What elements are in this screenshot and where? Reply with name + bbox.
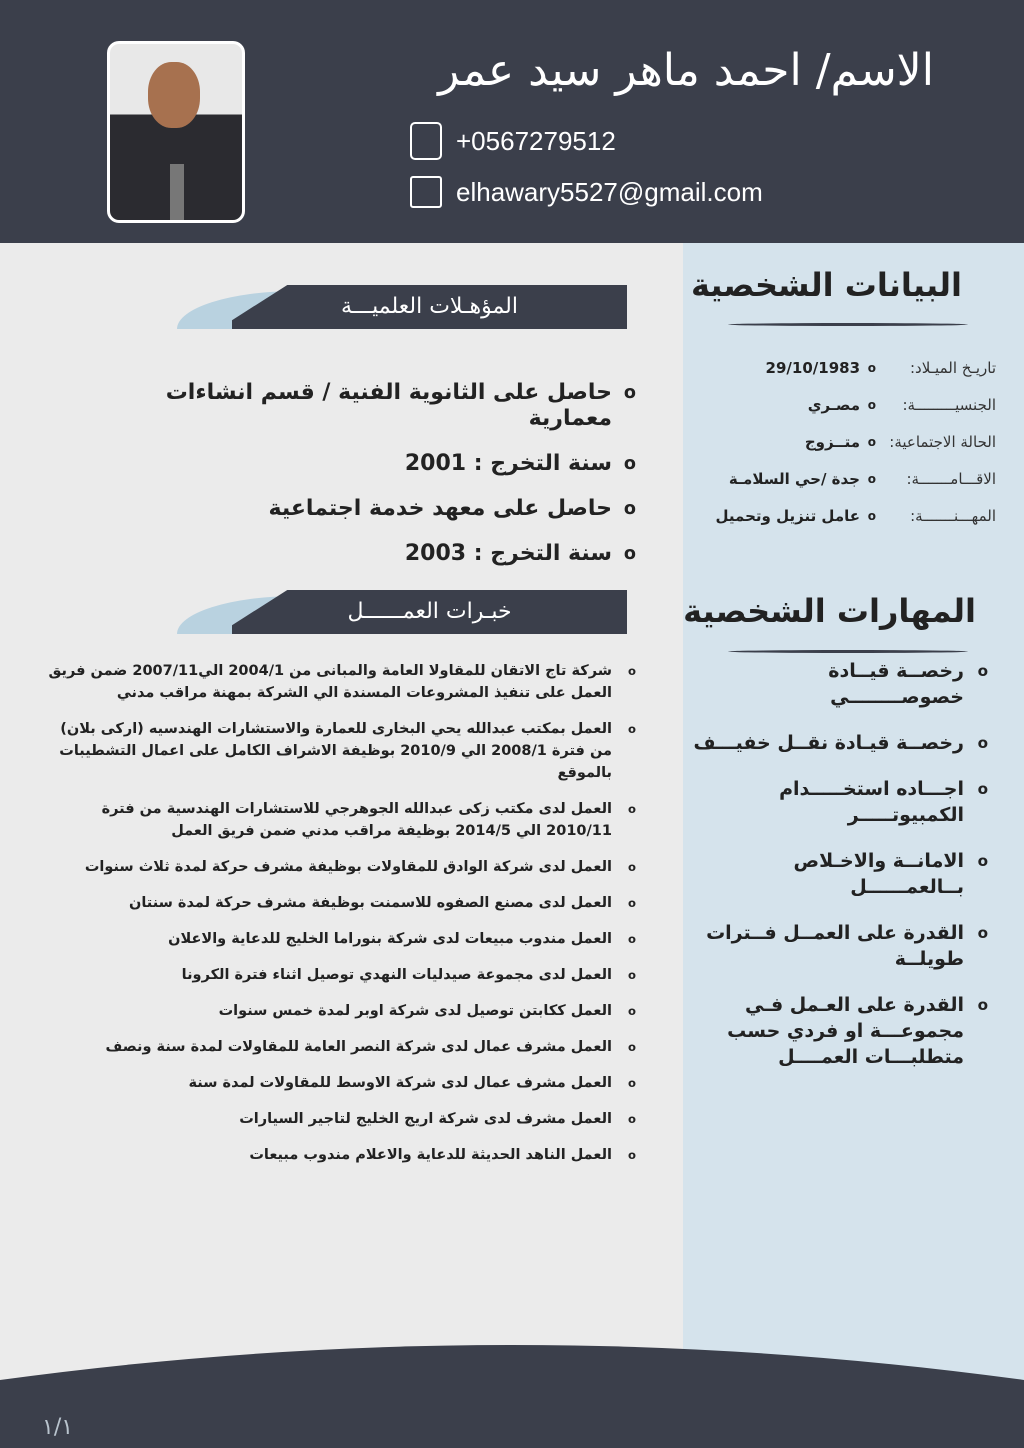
email-address: elhawary5527@gmail.com xyxy=(456,176,763,207)
phone-row xyxy=(410,122,616,160)
skill-item: o رخصــة قيــادة خصوصــــــــي xyxy=(688,658,988,710)
value: o مصـري xyxy=(808,395,876,415)
divider xyxy=(728,323,968,326)
divider xyxy=(728,650,968,653)
experience-item: o العمل لدى شركة الوادق للمقاولات بوظيفة مشرف حركة لمدة ثلاث سنوات xyxy=(36,856,636,878)
experience-item: o العمل الناهد الحديثة للدعاية والاعلام مندوب مبيعات xyxy=(36,1144,636,1166)
skill-item: o اجـــاده استخـــــدام الكمبيوتـــــر xyxy=(688,776,988,828)
page-number: ١/١ xyxy=(42,1415,74,1440)
experience-item: o العمل بمكتب عبدالله يحي البخارى للعمارة والاستشارات الهندسيه (اركى بلان) من فترة 2008/1 الي 2010/9 بوظيفة الاشراف الكامل على اعمال التشطيبات بالموقع xyxy=(36,718,636,784)
phone-number: +0567279512 xyxy=(456,125,616,156)
experience-item: o العمل مندوب مبيعات لدى شركة بنوراما الخليج للدعاية والاعلان xyxy=(36,928,636,950)
qualification-item: o سنة التخرج : 2003 xyxy=(76,541,636,567)
experience-item: o العمل مشرف عمال لدى شركة النصر العامة للمقاولات لمدة سنة ونصف xyxy=(36,1036,636,1058)
skills-list xyxy=(688,658,988,1090)
skill-item: o رخصــة قيـادة نقــل خفيـــف xyxy=(688,730,988,756)
label: الحالة الاجتماعية: xyxy=(889,433,996,451)
email-icon xyxy=(410,176,442,208)
skills-title: المهارات الشخصية xyxy=(683,592,976,630)
label: المهـــنـــــــة: xyxy=(910,507,996,525)
skill-item: o القدرة على العـمل فـي مجموعـــة او فردي حسب متطلبـــات العمــــل xyxy=(688,992,988,1070)
profile-photo xyxy=(107,41,245,223)
phone-icon xyxy=(410,122,442,160)
skill-item: o الامانــة والاخـلاص بــالعمــــــل xyxy=(688,848,988,900)
candidate-name: الاسم/ احمد ماهر سيد عمر xyxy=(438,45,934,96)
experience-list xyxy=(36,660,636,1180)
experience-item: o العمل لدى مكتب زكى عبدالله الجوهرجي للاستشارات الهندسية من فترة 2010/11 الي 2014/5 بوظيفة مراقب مدني ضمن فريق العمل xyxy=(36,798,636,842)
experience-item: o العمل مشرف لدى شركة اريج الخليج لتاجير السيارات xyxy=(36,1108,636,1130)
personal-title: البيانات الشخصية xyxy=(690,266,962,304)
qualification-item: o حاصل على الثانوية الفنية / قسم انشاءات معمارية xyxy=(76,380,636,432)
qualifications-list xyxy=(76,380,636,586)
qualification-item: o سنة التخرج : 2001 xyxy=(76,451,636,477)
qualifications-banner xyxy=(232,285,627,329)
qualification-item: o حاصل على معهد خدمة اجتماعية xyxy=(76,496,636,522)
qualifications-title: المؤهـلات العلميـــة xyxy=(341,294,518,319)
label: الجنسيـــــــــة: xyxy=(902,396,996,414)
experience-banner xyxy=(232,590,627,634)
label: الاقـــامـــــــة: xyxy=(906,470,996,488)
label: تاريـخ الميـلاد: xyxy=(909,359,996,377)
value: o جدة /حي السلامـة xyxy=(729,469,876,489)
skill-item: o القدرة على العمــل فــترات طويلــة xyxy=(688,920,988,972)
email-row xyxy=(410,176,763,208)
experience-item: o العمل ككابتن توصيل لدى شركة اوبر لمدة خمس سنوات xyxy=(36,1000,636,1022)
experience-title: خبـرات العمــــــل xyxy=(347,599,512,624)
value: o 29/10/1983 xyxy=(766,358,876,378)
experience-item: o العمل مشرف عمال لدى شركة الاوسط للمقاولات لمدة سنة xyxy=(36,1072,636,1094)
value: o متــزوج xyxy=(805,432,876,452)
personal-info xyxy=(686,358,996,543)
experience-item: o شركة تاج الاتقان للمقاولا العامة والمبانى من 2004/1 الي2007/11 ضمن فريق العمل على تنفيذ المشروعات المسندة الي الشركة بمهنة مراقب مدني xyxy=(36,660,636,704)
value: o عامل تنزيل وتحميل xyxy=(716,506,876,526)
experience-item: o العمل لدى مجموعة صيدليات النهدي توصيل اثناء فترة الكرونا xyxy=(36,964,636,986)
experience-item: o العمل لدى مصنع الصفوه للاسمنت بوظيفة مشرف حركة لمدة سنتان xyxy=(36,892,636,914)
